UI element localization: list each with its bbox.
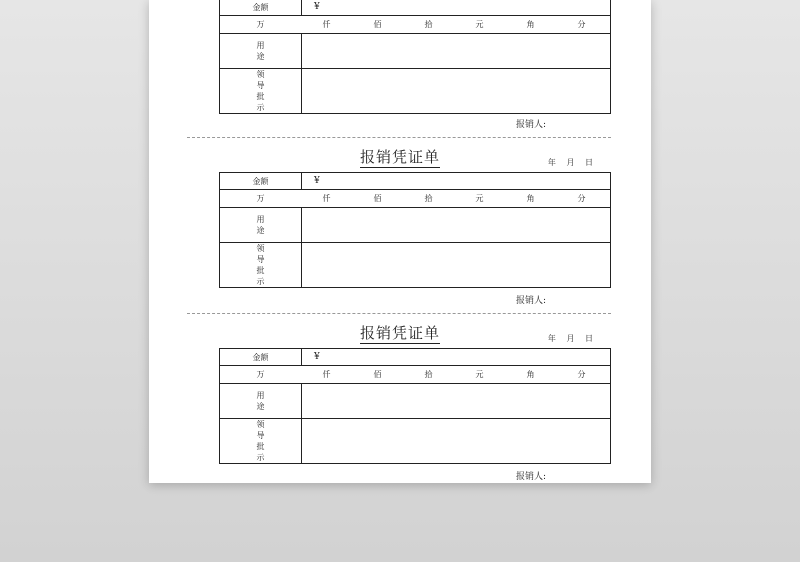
amount-field: ¥ <box>314 2 320 12</box>
approval-label <box>220 69 302 113</box>
purpose-row <box>220 34 610 69</box>
unit-yuan: 元 <box>475 370 484 379</box>
unit-fen: 分 <box>577 370 586 379</box>
unit-qian: 仟 <box>322 20 331 29</box>
amount-row <box>220 349 610 366</box>
unit-yuan: 元 <box>475 194 484 203</box>
date-label: 年 月 日 <box>547 158 593 167</box>
approval-char: 示 <box>256 453 265 462</box>
unit-fen: 分 <box>577 194 586 203</box>
purpose-char: 用 <box>256 41 265 50</box>
reimburser-label: 报销人: <box>516 472 547 482</box>
unit-list <box>301 190 610 207</box>
approval-row <box>220 243 610 287</box>
units-row <box>220 190 610 208</box>
approval-char: 导 <box>256 431 265 440</box>
amount-row <box>220 173 610 190</box>
unit-fen: 分 <box>577 20 586 29</box>
approval-char: 领 <box>256 70 265 79</box>
unit-yuan: 元 <box>475 20 484 29</box>
units-row <box>220 16 610 34</box>
purpose-label <box>220 34 302 68</box>
unit-jiao: 角 <box>526 370 535 379</box>
purpose-field[interactable] <box>302 208 610 242</box>
reimburser-label: 报销人: <box>516 120 547 130</box>
amount-label: 金额 <box>220 0 302 15</box>
approval-field[interactable] <box>302 69 610 113</box>
purpose-char: 用 <box>256 215 265 224</box>
unit-list <box>301 16 610 33</box>
voucher-form <box>219 348 611 464</box>
approval-row <box>220 69 610 113</box>
unit-shi: 拾 <box>424 370 433 379</box>
unit-bai: 佰 <box>373 20 382 29</box>
purpose-field[interactable] <box>302 34 610 68</box>
purpose-label <box>220 208 302 242</box>
unit-jiao: 角 <box>526 20 535 29</box>
unit-shi: 拾 <box>424 194 433 203</box>
approval-char: 导 <box>256 255 265 264</box>
approval-char: 导 <box>256 81 265 90</box>
unit-bai: 佰 <box>373 370 382 379</box>
unit-wan: 万 <box>256 370 265 379</box>
document-page <box>149 0 651 483</box>
unit-qian: 仟 <box>322 194 331 203</box>
purpose-char: 途 <box>256 52 265 61</box>
approval-char: 示 <box>256 103 265 112</box>
reimburser-label: 报销人: <box>516 296 547 306</box>
purpose-char: 用 <box>256 391 265 400</box>
purpose-row <box>220 384 610 419</box>
purpose-label <box>220 384 302 418</box>
unit-qian: 仟 <box>322 370 331 379</box>
units-row <box>220 366 610 384</box>
voucher-title-text: 报销凭证单 <box>359 324 440 342</box>
approval-label <box>220 243 302 287</box>
date-label: 年 月 日 <box>547 334 593 343</box>
unit-bai: 佰 <box>373 194 382 203</box>
voucher-title-text: 报销凭证单 <box>359 148 440 166</box>
purpose-char: 途 <box>256 226 265 235</box>
approval-label <box>220 419 302 463</box>
unit-wan: 万 <box>256 20 265 29</box>
unit-list <box>301 366 610 383</box>
approval-char: 领 <box>256 420 265 429</box>
unit-jiao: 角 <box>526 194 535 203</box>
approval-char: 批 <box>256 266 265 275</box>
approval-field[interactable] <box>302 243 610 287</box>
voucher-form <box>219 172 611 288</box>
approval-char: 批 <box>256 442 265 451</box>
purpose-field[interactable] <box>302 384 610 418</box>
approval-row <box>220 419 610 463</box>
unit-wan: 万 <box>256 194 265 203</box>
purpose-row <box>220 208 610 243</box>
approval-char: 示 <box>256 277 265 286</box>
unit-shi: 拾 <box>424 20 433 29</box>
approval-field[interactable] <box>302 419 610 463</box>
voucher-form <box>219 0 611 114</box>
amount-label: 金额 <box>220 349 302 365</box>
amount-field: ¥ <box>314 352 320 362</box>
cut-line <box>187 313 611 314</box>
amount-field: ¥ <box>314 176 320 186</box>
amount-row <box>220 0 610 16</box>
approval-char: 领 <box>256 244 265 253</box>
purpose-char: 途 <box>256 402 265 411</box>
approval-char: 批 <box>256 92 265 101</box>
cut-line <box>187 137 611 138</box>
amount-label: 金额 <box>220 173 302 189</box>
